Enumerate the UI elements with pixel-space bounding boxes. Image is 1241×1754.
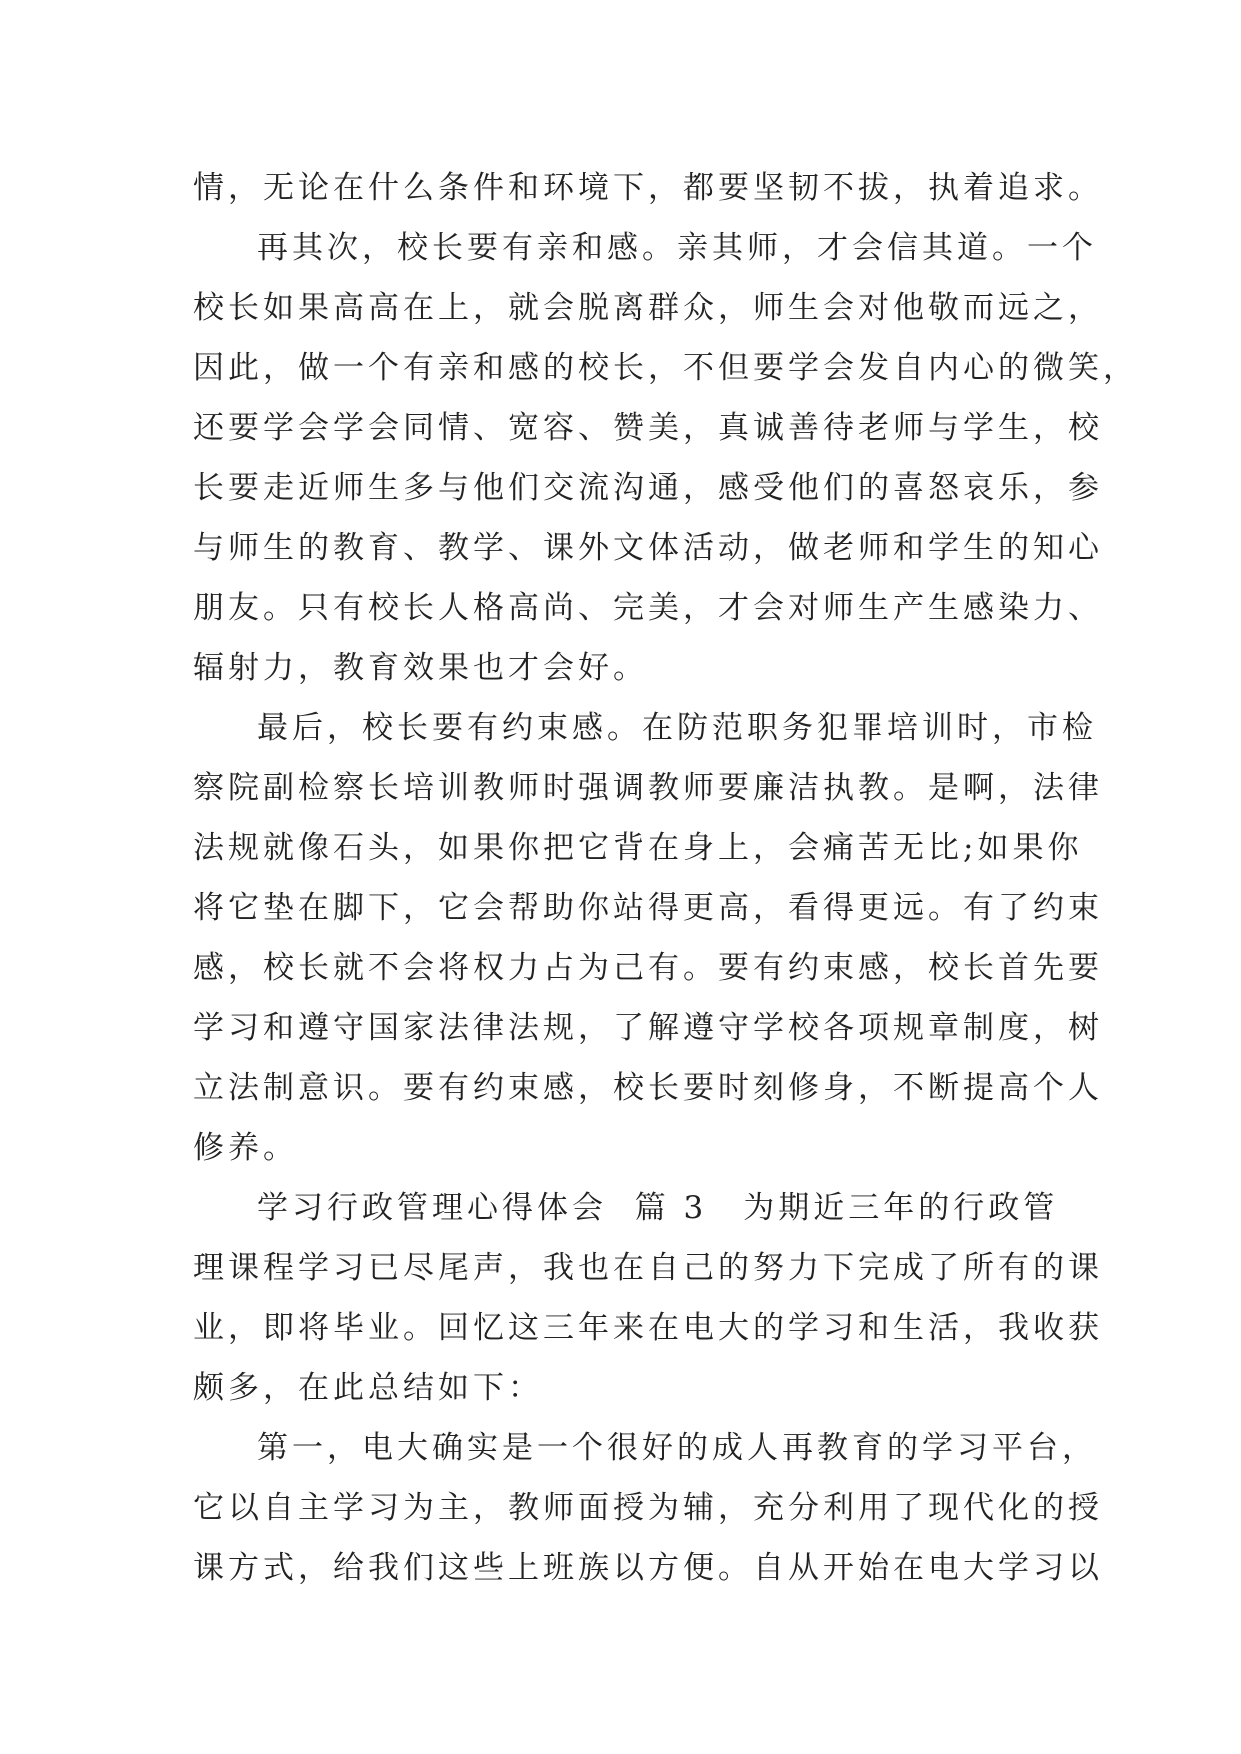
text-line: 辐射力，教育效果也才会好。: [193, 650, 648, 686]
paragraph-start-line: 再其次，校长要有亲和感。亲其师，才会信其道。一个: [257, 230, 1097, 266]
text-line: 颇多，在此总结如下：: [193, 1370, 543, 1406]
text-line: 立法制意识。要有约束感，校长要时刻修身，不断提高个人: [193, 1070, 1103, 1106]
section-heading: 学习行政管理心得体会 篇 3: [257, 1190, 708, 1226]
section-intro-text: 为期近三年的行政管: [743, 1190, 1059, 1226]
paragraph-start-line: 最后，校长要有约束感。在防范职务犯罪培训时，市检: [257, 710, 1097, 746]
text-line: 业，即将毕业。回忆这三年来在电大的学习和生活，我收获: [193, 1310, 1103, 1346]
text-line: 长要走近师生多与他们交流沟通，感受他们的喜怒哀乐，参: [193, 470, 1103, 506]
text-line: 情，无论在什么条件和环境下，都要坚韧不拔，执着追求。: [193, 170, 1103, 206]
text-line: 朋友。只有校长人格高尚、完美，才会对师生产生感染力、: [193, 590, 1103, 626]
text-line: 课方式，给我们这些上班族以方便。自从开始在电大学习以: [193, 1550, 1103, 1586]
text-line: 将它垫在脚下，它会帮助你站得更高，看得更远。有了约束: [193, 890, 1103, 926]
text-line: 理课程学习已尽尾声，我也在自己的努力下完成了所有的课: [193, 1250, 1103, 1286]
text-line: 与师生的教育、教学、课外文体活动，做老师和学生的知心: [193, 530, 1103, 566]
text-line: 校长如果高高在上，就会脱离群众，师生会对他敬而远之，: [193, 290, 1103, 326]
paragraph-start-line: 第一，电大确实是一个很好的成人再教育的学习平台，: [257, 1430, 1097, 1466]
text-line: 修养。: [193, 1130, 298, 1166]
text-line: 察院副检察长培训教师时强调教师要廉洁执教。是啊，法律: [193, 770, 1103, 806]
text-line: 还要学会学会同情、宽容、赞美，真诚善待老师与学生，校: [193, 410, 1103, 446]
section-heading-line: [193, 1178, 1059, 1238]
text-line: 感，校长就不会将权力占为己有。要有约束感，校长首先要: [193, 950, 1103, 986]
text-line: 法规就像石头，如果你把它背在身上，会痛苦无比;如果你: [193, 830, 1083, 866]
text-line: 它以自主学习为主，教师面授为辅，充分利用了现代化的授: [193, 1490, 1103, 1526]
document-body: [193, 158, 1138, 1598]
text-line: 因此，做一个有亲和感的校长，不但要学会发自内心的微笑，: [193, 350, 1138, 386]
text-line: 学习和遵守国家法律法规，了解遵守学校各项规章制度，树: [193, 1010, 1103, 1046]
